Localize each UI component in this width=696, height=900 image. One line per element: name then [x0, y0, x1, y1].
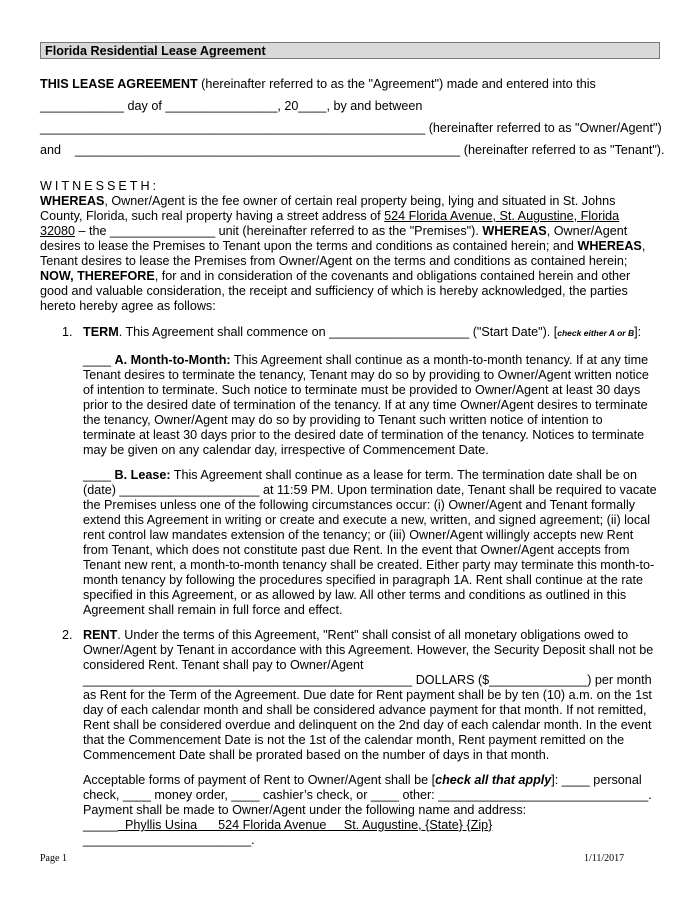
witnesseth-heading: WITNESSETH:	[40, 179, 160, 193]
property-address: 524 Florida Avenue, St. Augustine, Florida	[384, 209, 620, 223]
witness-l3-end: , Owner/Agent	[546, 224, 628, 238]
term-b-line: Tenant new rent, a month-to-month tenancy shall be created. Either party may terminate this month-to-	[83, 558, 655, 572]
term-a-label: A. Month-to-Month:	[114, 353, 231, 367]
term-a-line-1	[83, 353, 648, 368]
term-b-checkbox-blank: ____	[83, 468, 112, 482]
rent-heading-line	[83, 628, 628, 643]
rent-line: _______________________________________________ DOLLARS ($______________) per month	[83, 673, 652, 687]
witness-l4-pre: desires to lease the Premises to Tenant upon the terms and conditions as contained herein; and	[40, 239, 578, 253]
witness-l1-rest: , Owner/Agent is the fee owner of certain real property being, lying and situated in St. Johns	[104, 194, 616, 208]
term-end: ]:	[634, 325, 642, 339]
intro-line-1	[40, 77, 596, 92]
intro-date-line: ____________ day of ________________, 20____, by and between	[40, 99, 423, 113]
property-zip: 32080	[40, 224, 76, 238]
rent-label: RENT	[83, 628, 118, 642]
witness-line-6	[40, 269, 630, 284]
term-a-line: prior to the desired date of termination of the tenancy. If at any time Owner/Agent desires to terminate	[83, 398, 648, 412]
witness-line-2	[40, 209, 619, 224]
rent-line: as Rent for the Term of the Agreement. Due date for Rent payment shall be by ten (10) a.m. on the 1st	[83, 688, 652, 702]
intro-lead: THIS LEASE AGREEMENT	[40, 77, 198, 91]
term-a-line: of intention to terminate. Such notice to terminate must be provided to Owner/Agent at least 30 days	[83, 383, 641, 397]
payment-forms-line-3: Payment shall be made to Owner/Agent under the following name and address:	[83, 803, 527, 817]
term-a-line: the tenancy, Owner/Agent may do so by providing to Tenant such written notice of intention to	[83, 413, 603, 427]
tenant-and: and	[40, 143, 62, 157]
term-number: 1.	[62, 325, 73, 339]
term-b-line: month tenancy by following the procedures specified in paragraph 1A. Rent shall continue at the rate	[83, 573, 644, 587]
owner-line	[40, 121, 662, 136]
document-title-bar	[40, 42, 660, 59]
tenant-line	[40, 143, 665, 158]
owner-label: (hereinafter referred to as "Owner/Agent")	[428, 121, 662, 135]
term-b-line: from Tenant, which does not constitute past due Rent. In the event that Owner/Agent accepts from	[83, 543, 630, 557]
term-b-first: This Agreement shall continue as a lease for term. The termination date shall be on	[170, 468, 637, 482]
witness-l6-rest: , for and in consideration of the covenants and obligations contained herein and other	[154, 269, 631, 283]
rent-number: 2.	[62, 628, 73, 642]
term-a-line: Tenant desires to terminate the tenancy, Tenant may do so by providing to Owner/Agent written notice	[83, 368, 649, 382]
witness-line-7: good and valuable consideration, the receipt and sufficiency of which is hereby acknowledged, the parties	[40, 284, 628, 298]
payee-line-2: ________________________.	[83, 833, 255, 847]
now-therefore: NOW, THEREFORE	[40, 269, 155, 283]
document-title: Florida Residential Lease Agreement	[45, 44, 266, 58]
witness-line-8: hereto hereby agree as follows:	[40, 299, 216, 313]
witness-l2-pre: County, Florida, such real property having a street address of	[40, 209, 385, 223]
term-note: check either A or B	[557, 328, 635, 338]
term-heading-line	[83, 325, 641, 341]
rent-line: day of each calendar month and shall be considered advance payment for that month. If not remitted,	[83, 703, 647, 717]
witness-line-3	[40, 224, 627, 239]
term-b-line: specified in this Agreement, or as allowed by law. All other terms and conditions as outlined in this	[83, 588, 627, 602]
term-a-first: This Agreement shall continue as a month-to-month tenancy. If at any time	[230, 353, 649, 367]
pay-check-all: check all that apply	[435, 773, 552, 787]
rent-line: that the Commencement Date is not the 1st of the calendar month, Rent payment remitted on the	[83, 733, 625, 747]
payment-forms-line-2: check, ____ money order, ____ cashier’s check, or ____ other: ______________________________.	[83, 788, 652, 802]
term-a-line: terminate at least 30 days prior to the desired date of termination of the tenancy. Notices to terminate	[83, 428, 645, 442]
footer-date: 1/11/2017	[584, 853, 625, 864]
term-text: . This Agreement shall commence on ____________________ ("Start Date"). [	[118, 325, 558, 339]
payment-forms-line-1	[83, 773, 642, 788]
term-b-line: the Premises unless one of the following circumstances occur: (i) Owner/Agent and Tenant formally	[83, 498, 636, 512]
page-number: Page 1	[40, 853, 67, 864]
term-b-line: (date) ____________________ at 11:59 PM. Upon termination date, Tenant shall be required to vacate	[83, 483, 657, 497]
whereas-1: WHEREAS	[40, 194, 105, 208]
witness-l4-end: ,	[641, 239, 646, 253]
term-b-line: extend this Agreement in writing or create and execute a new, written, and signed agreement; (ii) local	[83, 513, 651, 527]
whereas-2: WHEREAS	[482, 224, 547, 238]
term-b-line: rent control law mandates extension of the tenancy; or (iii) Owner/Agent willingly accepts new Rent	[83, 528, 634, 542]
whereas-3: WHEREAS	[577, 239, 642, 253]
rent-line: considered Rent. Tenant shall pay to Owner/Agent	[83, 658, 364, 672]
payee-line	[83, 818, 492, 833]
term-b-line: Agreement shall remain in full force and effect.	[83, 603, 343, 617]
rent-line: Rent shall be considered overdue and delinquent on the 2nd day of each calendar month. In the event	[83, 718, 652, 732]
witness-line-5: Tenant desires to lease the Premises from Owner/Agent on the terms and conditions as contained herein;	[40, 254, 628, 268]
payee-name-address: Phyllis Usina 524 Florida Avenue St. Augustine, {State} {Zip}	[118, 818, 493, 832]
witness-l3-mid: – the _______________ unit (hereinafter referred to as the "Premises").	[75, 224, 483, 238]
term-a-checkbox-blank: ____	[83, 353, 112, 367]
pay-pre: Acceptable forms of payment of Rent to Owner/Agent shall be [	[83, 773, 436, 787]
term-b-label: B. Lease:	[114, 468, 171, 482]
witness-line-4	[40, 239, 645, 254]
term-label: TERM	[83, 325, 119, 339]
term-a-line: may be given on any calendar day, irrespective of Commencement Date.	[83, 443, 489, 457]
tenant-label: (hereinafter referred to as "Tenant").	[463, 143, 665, 157]
rent-first: . Under the terms of this Agreement, "Rent" shall consist of all monetary obligations owed to	[117, 628, 629, 642]
term-b-line-1	[83, 468, 637, 483]
owner-blank: _______________________________________________________	[40, 121, 426, 135]
pay-end: ]: ____ personal	[551, 773, 642, 787]
rent-line: Owner/Agent by Tenant in accordance with this Agreement. However, the Security Deposit shall not be	[83, 643, 654, 657]
witness-line-1	[40, 194, 615, 209]
rent-line: Commencement Date shall be prorated based on the number of days in that month.	[83, 748, 550, 762]
intro-lead-rest: (hereinafter referred to as the "Agreement") made and entered into this	[197, 77, 596, 91]
tenant-blank: _______________________________________________________	[75, 143, 461, 157]
payee-blank: _____	[83, 818, 119, 832]
